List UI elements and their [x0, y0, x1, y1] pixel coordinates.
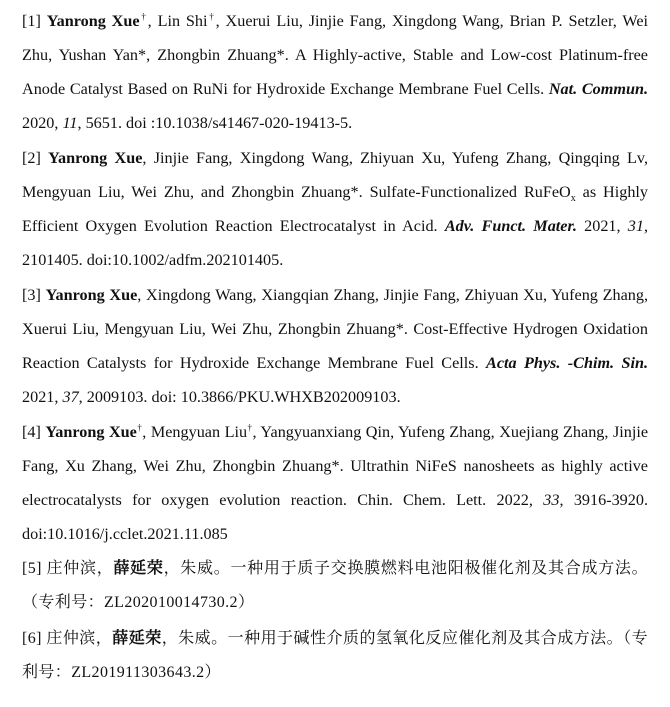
- reference-number: [2]: [22, 149, 41, 167]
- reference-volume: 37: [62, 388, 79, 406]
- formula-subscript: x: [570, 193, 576, 205]
- reference-item-4: [22, 415, 648, 551]
- self-author: 薛延荣: [112, 630, 162, 647]
- reference-authors: 庄仲滨，: [46, 630, 113, 647]
- equal-contribution-mark: †: [247, 422, 253, 433]
- self-author: 薛延荣: [113, 560, 164, 577]
- reference-number: [3]: [22, 286, 41, 304]
- self-author: Yanrong Xue: [48, 149, 143, 167]
- reference-pages-doi: , 2101405. doi:10.1002/adfm.202101405.: [22, 217, 649, 269]
- self-author: Yanrong Xue: [45, 286, 138, 304]
- reference-year: 2020,: [22, 114, 59, 132]
- reference-title-rest: as Highly Efficient Oxygen Evolution Reaction Electrocatalyst in Acid.: [22, 183, 649, 235]
- reference-item-3: [22, 278, 648, 414]
- reference-item-2: [22, 141, 648, 277]
- reference-body: ，朱威。一种用于质子交换膜燃料电池阳极催化剂及其合成方法。（专利号：ZL202010014730.2）: [22, 560, 648, 611]
- reference-item-1: [22, 4, 648, 140]
- equal-contribution-mark: †: [136, 422, 143, 433]
- reference-volume: 31: [627, 217, 644, 235]
- journal-name: Acta Phys. -Chim. Sin.: [486, 354, 649, 372]
- reference-body: ，朱威。一种用于碱性介质的氢氧化反应催化剂及其合成方法。（专利号：ZL201911303643.2）: [22, 630, 648, 681]
- self-author: Yanrong Xue: [46, 12, 140, 30]
- reference-number: [4]: [22, 423, 41, 441]
- reference-item-6: [22, 622, 648, 690]
- reference-year: 2021,: [22, 388, 59, 406]
- reference-number: [6]: [22, 630, 42, 647]
- reference-body: , Xuerui Liu, Jinjie Fang, Xingdong Wang, Brian P. Setzler, Wei Zhu, Yushan Yan*, Zhongbin Zhuang*. A Highly-active, Stable and Low-cost Platinum-free Anode Catalyst Based on RuNi for Hydroxide Exchange Membrane Fuel Cells.: [22, 12, 649, 98]
- journal-name: Nat. Commun.: [548, 80, 648, 98]
- equal-contribution-mark: †: [139, 11, 148, 22]
- reference-pages-doi: , 3916-3920. doi:10.1016/j.cclet.2021.11.085: [22, 491, 649, 543]
- reference-number: [1]: [22, 12, 41, 30]
- reference-authors: , Mengyuan Liu: [142, 423, 248, 441]
- journal-name: Adv. Funct. Mater.: [444, 217, 577, 235]
- reference-number: [5]: [22, 560, 42, 577]
- reference-year: 2021,: [584, 217, 621, 235]
- equal-contribution-mark: †: [207, 11, 216, 22]
- reference-pages-doi: , 2009103. doi: 10.3866/PKU.WHXB202009103.: [78, 388, 401, 406]
- reference-pages-doi: , 5651. doi :10.1038/s41467-020-19413-5.: [77, 114, 353, 132]
- self-author: Yanrong Xue: [45, 423, 137, 441]
- reference-body: , Xingdong Wang, Xiangqian Zhang, Jinjie Fang, Zhiyuan Xu, Yufeng Zhang, Xuerui Liu, Mengyuan Liu, Wei Zhu, Zhongbin Zhuang*. Cost-Effective Hydrogen Oxidation Reaction Catalysts for Hydroxide Exchange Membrane Fuel Cells.: [22, 286, 648, 372]
- reference-authors: , Lin Shi: [147, 12, 208, 30]
- reference-volume: 11: [62, 114, 78, 132]
- reference-body: , Jinjie Fang, Xingdong Wang, Zhiyuan Xu, Yufeng Zhang, Qingqing Lv, Mengyuan Liu, Wei Zhu, and Zhongbin Zhuang*. Sulfate-Functionalized RuFeO: [22, 149, 649, 201]
- reference-body: , Yangyuanxiang Qin, Yufeng Zhang, Xuejiang Zhang, Jinjie Fang, Xu Zhang, Wei Zhu, Zhongbin Zhuang*. Ultrathin NiFeS nanosheets as highly active electrocatalysts for oxygen evolution reaction. Chin. Chem. Lett. 2022,: [22, 423, 649, 509]
- reference-item-5: [22, 552, 648, 620]
- reference-volume: 33: [543, 491, 560, 509]
- reference-authors: 庄仲滨，: [46, 560, 114, 577]
